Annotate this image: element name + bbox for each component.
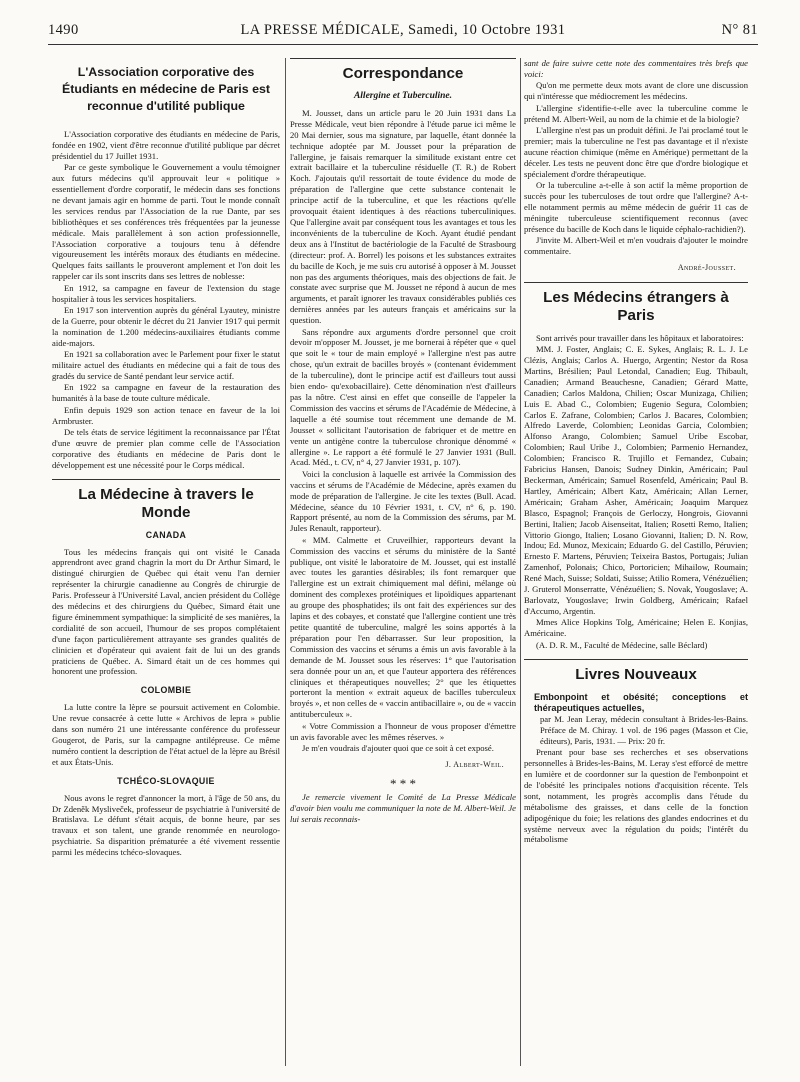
reply-paragraph: J'invite M. Albert-Weil et m'en voudrais d'ajouter le moindre commentaire. (524, 235, 748, 256)
correspondance-paragraph: Je m'en voudrais d'ajouter quoi que ce soit à cet exposé. (302, 742, 494, 753)
asterism: * * * (390, 775, 416, 791)
correspondance-heading: Correspondance (342, 65, 464, 82)
reply-paragraph: Or la tuberculine a-t-elle à son actif la même proportion de succès pour les tuberculoses de tout ordre que l'allergine? A-t-elle notamment permis au même médecin de guérir 11 cas de méningite tuberculeuse scientifiquement reconnus (avec présence du bacille de Koch dans le liquide céphalo-rachidien?). (524, 179, 748, 234)
book-metadata: par M. Jean Leray, médecin consultant à Brides-les-Bains. Préface de M. Chiray. 1 vol. de 196 pages (Masson et Cie, éditeurs), Paris, 1931. — Prix: 20 fr. (540, 714, 748, 746)
signature: J. Albert-Weil. (445, 759, 504, 769)
association-paragraph: Enfin depuis 1929 son action tenace en faveur de la loi Armbruster. (52, 404, 280, 426)
tcheco-subheading: TCHÉCO-SLOVAQUIE (117, 775, 215, 786)
association-paragraph: En 1917 son intervention auprès du général Lyautey, ministre de la Guerre, pour obtenir le décret du 21 Janvier 1917 qui permit la nomination de 1.200 médecins-auxiliaires étudiants comme aide-majors. (52, 305, 280, 348)
reply-note: Je remercie vivement le Comité de La Presse Médicale d'avoir bien voulu me communiquer la note de M. Albert-Weil. Je lui serais reconnais- (290, 791, 516, 824)
etrangers-source: (A. D. R. M., Faculté de Médecine, salle Béclard) (536, 639, 708, 650)
association-paragraph: De tels états de service légitiment la reconnaissance par l'État d'une œuvre de premier plan comme celle de l'Association corporative des étudiants en médecine de Paris dont le développement est une nécessité pour le Corps médical. (52, 426, 280, 470)
reply-note-continued: sant de faire suivre cette note des commentaires très brefs que voici: (524, 58, 748, 79)
book-title: Embonpoint et obésité; conceptions et thérapeutiques actuelles, (534, 691, 748, 713)
etrangers-heading: Les Médecins étrangers à Paris (543, 288, 729, 324)
association-heading: L'Association corporative des Étudiants en médecine de Paris est reconnue d'utilité publique (62, 65, 270, 113)
reply-paragraph: L'allergine s'identifie-t-elle avec la tuberculine comme le prétend M. Albert-Weil, au nom de la chimie et de la biologie? (524, 102, 748, 124)
colombie-paragraph: La lutte contre la lèpre se poursuit activement en Colombie. Une revue consacrée à cette lutte « Archivos de lepra » publie dans son numéro 21 une intéressante conférence du professeur Gougerot, de Paris, sur la campagne antilépreuse. Ce même numéro contient la description de l'état actuel de la lèpre au Brésil et aux États-Unis. (52, 702, 280, 767)
reply-paragraph: L'allergine n'est pas un produit défini. Je l'ai proclamé tout le premier; mais la tuberculine ne l'est pas davantage et il n'existe aucune réaction chimique (même en Amérique) permettant de la déceler. Les tests ne peuvent donc être que d'ordre biologique et spécialement d'ordre thérapeutique. (524, 124, 748, 179)
column-middle (290, 58, 516, 1074)
association-paragraph: En 1922 sa campagne en faveur de la restauration des humanités à la base de toute culture médicale. (52, 382, 280, 404)
running-header (48, 18, 758, 45)
signature: André-Jousset. (677, 262, 736, 272)
page-number: 1490 (48, 22, 79, 38)
etrangers-intro: Sont arrivés pour travailler dans les hôpitaux et laboratoires: (536, 332, 744, 343)
etrangers-list: MM. J. Foster, Anglais; C. E. Sykes, Anglais; R. L. J. Le Clézis, Anglais; Carlos A. Huergo, Argentin; Nestor da Rosa Martins, Brésilien; Paul Letondal, Canadien; Eug. Thibault, Canadien; Armand Beauchesne, Canadien; Gérard Matte, Canadien; Carlos Maldona, Chilien; Oscar Munizaga, Chilien; Luis E. Abad C., Colombien; Eugenio Segura, Colombien; Carlos E. Zafrane, Colombien; Carlos J. Bacares, Colombien; Alfredo Laverde, Colombien; Leonidas Garcia, Colombien; Alfonso Arango, Colombien; Samuel Uribe Escobar, Colombien; Raul Uribe J., Colombien; Parmenio Hernandez, Colombien; Francisco R. Trujillo et Fernandez, Cubain; Fabricius Hansen, Danois; Sudney Dinkin, Américain; Paul Beckerman, Américain; Samuel Rosenfeld, Américain; Paul B. Hartley, Américain; Albert Katz, Américain; Allan Lerner, Américain; Graham Asher, Américain; Joaquim Marquez Blasco, Espagnol; François de Gerloczy, Hongrois, Giovanni Bertini, Italien; Jacob Aisenseitat, Italien; Rosetti Remo, Italien; Vittorio Giongo, Italien; Losano Giovanni, Italien; D. N. Row, Indou; Ed. Munoz, Mexicain; Eduardo G. del Castillo, Péruvien; Ernesto F. Martens, Péruvien; Teixeira Bastos, Portugais; Julian Zamenhof, Polonais; Chico, Portoricien; Mihailow, Roumain; René Mach, Suisse; Soldati, Suisse; Atilio Romera, Vénézuélien; J. Gruterol Monserratte, Vénézuélien; S. Novak, Yougoslave; A. Barlovatz, Yougoslave; Irwin Goldberg, Américain; Rafael d'Accumo, Argentin. (524, 344, 748, 616)
association-paragraph: Par ce geste symbolique le Gouvernement a voulu témoigner aux futurs médecins qu'il approuvait leur « politique » essentiellement d'ordre corporatif, le médecin dans ses fonctions ne devant jamais agir en homme de parti. Tout le monde connaît les services rendus par l'Association de la rue Dante, par ses bibliothèques et ses conférences très fréquentées par la jeunesse médicale. Mais parallèlement à son action professionnelle, l'Association corporative a toujours tenu à défendre vigoureusement les intérêts moraux des étudiants en médecine. Quelques faits saillants le prouveront amplement et l'on doit les rappeler car ils sont inscrits dans ses lettres de noblesse: (52, 162, 280, 282)
section-rule (524, 282, 748, 283)
section-rule (290, 58, 516, 59)
section-rule (524, 659, 748, 660)
column-right (524, 58, 748, 1074)
correspondance-paragraph: Voici la conclusion à laquelle est arrivée la Commission des vaccins et sérums de l'Académie de Médecine, après examen du mode de préparation de l'allergine. Je cite les textes (Bull. Acad. Médecine, séance du 10 Février 1931, t. CV, n° 6, p. 190. Rapport présenté, au nom de la Commission des sérums, par M. Jules Renault, rapporteur). (290, 468, 516, 534)
book-review: Prenant pour base ses recherches et ses observations personnelles à Brides-les-Bains, M. Leray s'est efforcé de mettre en lumière et de coordonner sur la question de l'embonpoint et de l'obésité les principales notions d'acquisition récente. Tels sont, notamment, les progrès accomplis dans l'étude du métabolisme des graisses, et dans celle de la fonction adipogénique du foie; les relations des glandes endocrines et du système nerveux avec la régulation du poids; l'intérêt du métabolisme (524, 747, 748, 845)
association-paragraph: En 1921 sa collaboration avec le Parlement pour fixer le statut militaire actuel des étudiants en médecine qui a fait de tous des gradés du service de Santé pendant leur service actif. (52, 349, 280, 381)
canada-subheading: CANADA (145, 529, 187, 540)
tcheco-paragraph: Nous avons le regret d'annoncer la mort, à l'âge de 50 ans, du Dr Zdeněk Mysliveček, professeur de psychiatrie à l'université de Bratislava. Le défunt s'était acquis, de bonne heure, par ses travaux et son talent, une grande renommée en neurologo-psychiatrie. Sa disparition prématurée a été vivement ressentie parmi les médecins tchéco-slovaques. (52, 792, 280, 858)
correspondance-subheading: Allergine et Tuberculine. (353, 91, 453, 101)
association-paragraph: L'Association corporative des étudiants en médecine de Paris, fondée en 1902, vient d'être reconnue d'utilité publique par décret présidentiel du 17 Juillet 1931. (52, 129, 280, 161)
monde-heading: La Médecine à travers le Monde (78, 485, 254, 521)
column-left (52, 58, 280, 1074)
correspondance-paragraph: « Votre Commission a l'honneur de vous proposer d'émettre un avis favorable avec les mêmes réserves. » (290, 720, 516, 742)
reply-paragraph: Qu'on me permette deux mots avant de clore une discussion qui n'intéresse que médiocrement les médecins. (524, 80, 748, 102)
livres-heading: Livres Nouveaux (575, 665, 697, 683)
etrangers-mmes: Mmes Alice Hopkins Tolg, Américaine; Helen E. Konjias, Américaine. (524, 617, 748, 639)
association-paragraph: En 1912, sa campagne en faveur de l'extension du stage hospitalier à tous les services hospitaliers. (52, 282, 280, 304)
column-divider (520, 58, 521, 1066)
canada-paragraph: Tous les médecins français qui ont visité le Canada apprendront avec grand chagrin la mort du Dr Arthur Simard, le distingué chirurgien de Québec qui était venu l'an dernier représenter la chirurgie canadienne au Congrès de chirurgie de Paris. Professeur à l'Université Laval, ancien président du Collège des médecins et des chirurgiens du Québec, Simard était une figure éminemment sympathique: la simplicité de ses manières, la cordialité de son accueil, l'humour de ses propos complétaient d'une façon particulièrement attrayante ses grandes qualités de clinicien et d'opérateur qui avaient fait de lui un des grands praticiens de Québec. A. Simard était un de ces hommes qui honorent une profession. (52, 546, 280, 677)
column-divider (285, 58, 286, 1066)
correspondance-paragraph: Sans répondre aux arguments d'ordre personnel que croit devoir m'opposer M. Jousset, je me bornerai à répéter que « quel que soit le « tour de main employé » l'allergine n'est pas autre chose, qu'un extrait de bacilles broyés » (contenant évidemment de la tuberculine), dont le principe actif est d'ailleurs tout aussi bien endo- qu'exobacillaire). Cette dénomination n'est d'ailleurs pas la nôtre. C'est ainsi en effet que conseille de l'appeler la Commission des vaccins et sérums de l'Académie de Médecine, à laquelle a été soumise tout récemment une demande de M. Jousset « sollicitant l'autorisation de fabriquer et de mettre en vente un antigène contre la tuberculose chronique dénommé « allergine ». Le rapport a été formulé le 27 Janvier 1931 (Bull. Acad. Méd., t. CV, n° 4, 27 Janvier 1931, p. 107). (290, 326, 516, 468)
issue-number: N° 81 (721, 22, 758, 38)
journal-title: LA PRESSE MÉDICALE, Samedi, 10 Octobre 1931 (240, 22, 566, 38)
correspondance-paragraph: « MM. Calmette et Cruveilhier, rapporteurs devant la Commission des vaccins et sérums du ministère de la Santé publique, ont visité le laboratoire de M. Jousset, qui est installé avec toutes les garanties désirables; ils font remarquer que l'allergine est un extrait chimiquement mal défini, mélange où dominent des complexes protéiniques et lipoïdiques appartenant au groupe des phosphatides; ils ont fait des expériences sur des lapins et des cobayes, et constaté que l'allergine contient une très petite quantité de tuberculine, malgré les soins apportés à la préparation pour l'en débarrasser. Sur leur proposition, la Commission des vaccins et sérums a émis un avis favorable à la demande de M. Jousset sous les réserves: 1° que l'autorisation sera donnée pour un an, et que l'auteur apportera des références cliniques et thérapeutiques nouvelles; 2° que les étiquettes porteront la mention « extrait aqueux de bacilles tuberculeux broyés », et non celles de « vaccin antibacillaire », ou de « vaccin antituberculeux ». (290, 534, 516, 720)
colombie-subheading: COLOMBIE (140, 685, 192, 696)
section-rule (52, 479, 280, 480)
correspondance-paragraph: M. Jousset, dans un article paru le 20 Juin 1931 dans La Presse Médicale, veut bien répondre à l'étude parue ici même le 20 Mai dernier, sous ma signature, par laquelle, étant donnée la technique adoptée par M. Jousset pour la préparation de l'allergine, je faisais remarquer la similitude existant entre cet extrait bacillaire et la tuberculine résiduelle (T. R.) de Robert Koch. J'ajoutais qu'il ressortait de toute évidence du mode de préparation de l'allergine que cette substance contenait le principe actif de la tuberculine, et que les réactions qu'elle provoquait étaient identiques à des réactions tuberculiniques. Que l'allergine avait par conséquent tous les avantages et tous les inconvénients de la tuberculine de Koch. Ayant étudié pendant deux ans à l'Institut de bactériologie de la Faculté de Strasbourg (directeur: prof. A. Borrel) les poisons et les substances extraites du bacille de Koch, je me suis cru autorisé à opposer à M. Jousset non pas des arguments théoriques, mais des objections de fait. Je constate avec surprise que M. Jousset ne répond à aucun de mes arguments, et paraît ignorer les travaux considérables publiés ces dernières années par les auteurs français et américains sur la question. (290, 107, 516, 326)
